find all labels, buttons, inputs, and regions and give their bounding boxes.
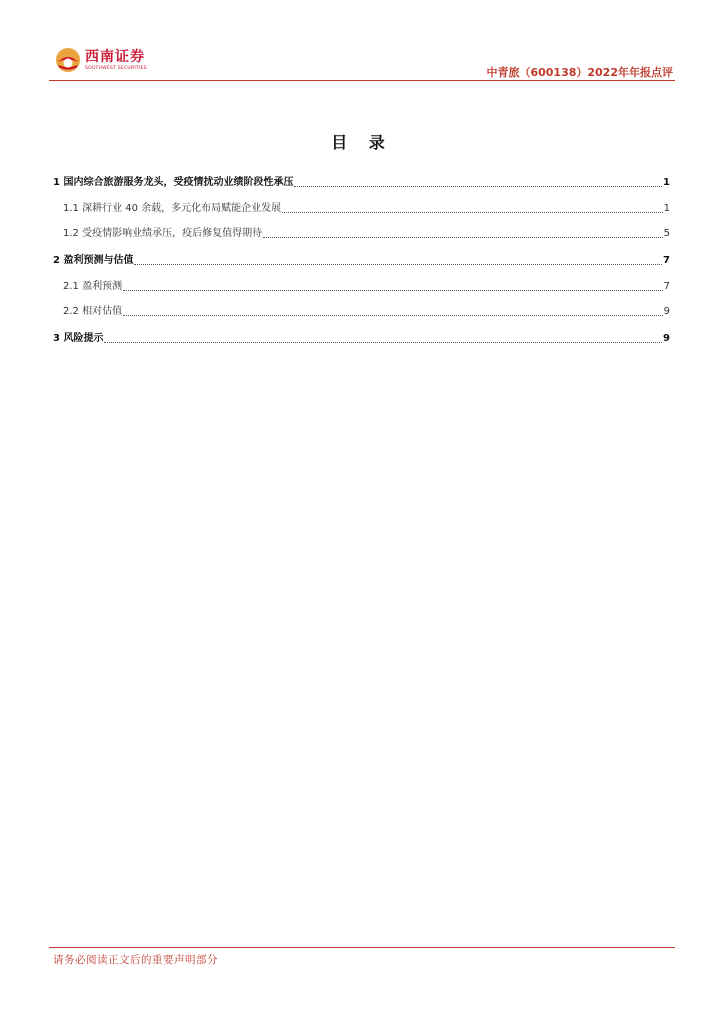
toc-entry-label: 1.2 受疫情影响业绩承压，疫后修复值得期待 bbox=[63, 228, 263, 239]
toc-leader-dots bbox=[104, 342, 662, 343]
toc-entry-page: 5 bbox=[663, 228, 670, 239]
toc-leader-dots bbox=[123, 290, 663, 291]
logo-brand-en: SOUTHWEST SECURITIES bbox=[85, 65, 147, 71]
toc-entry-1-2[interactable] bbox=[53, 215, 670, 240]
toc-entry-1[interactable] bbox=[53, 172, 670, 189]
toc-leader-dots bbox=[123, 315, 663, 316]
report-title: 中青旅（600138）2022年年报点评 bbox=[486, 66, 673, 79]
toc-entry-page: 7 bbox=[663, 255, 670, 266]
header-divider bbox=[49, 80, 675, 81]
toc-leader-dots bbox=[134, 264, 662, 265]
toc-entry-page: 9 bbox=[663, 306, 670, 317]
toc-entry-3[interactable] bbox=[53, 318, 670, 345]
sun-logo-icon bbox=[55, 47, 81, 73]
toc-entry-label: 2.1 盈利预测 bbox=[63, 281, 123, 292]
toc-entry-page: 1 bbox=[663, 177, 670, 188]
toc-leader-dots bbox=[282, 212, 662, 213]
toc-leader-dots bbox=[294, 186, 662, 187]
company-logo bbox=[55, 44, 147, 76]
toc-entry-label: 1 国内综合旅游服务龙头，受疫情扰动业绩阶段性承压 bbox=[53, 177, 294, 188]
toc-entry-page: 1 bbox=[663, 203, 670, 214]
toc-title: 目 录 bbox=[331, 133, 393, 152]
toc-entry-label: 3 风险提示 bbox=[53, 333, 104, 344]
toc-entry-label: 2 盈利预测与估值 bbox=[53, 255, 134, 266]
toc-entry-2-2[interactable] bbox=[53, 293, 670, 318]
toc-entry-page: 9 bbox=[663, 333, 670, 344]
toc-entry-page: 7 bbox=[663, 281, 670, 292]
footer-disclaimer: 请务必阅读正文后的重要声明部分 bbox=[53, 954, 218, 966]
toc-entry-label: 1.1 深耕行业 40 余载，多元化布局赋能企业发展 bbox=[63, 203, 282, 214]
logo-brand-cn: 西南证券 bbox=[85, 48, 145, 65]
toc-entry-2-1[interactable] bbox=[53, 267, 670, 293]
toc-entry-1-1[interactable] bbox=[53, 189, 670, 215]
footer-divider bbox=[49, 947, 675, 948]
toc-leader-dots bbox=[263, 237, 663, 238]
page-header bbox=[49, 40, 675, 82]
table-of-contents bbox=[53, 172, 670, 345]
toc-entry-2[interactable] bbox=[53, 240, 670, 267]
toc-entry-label: 2.2 相对估值 bbox=[63, 306, 123, 317]
